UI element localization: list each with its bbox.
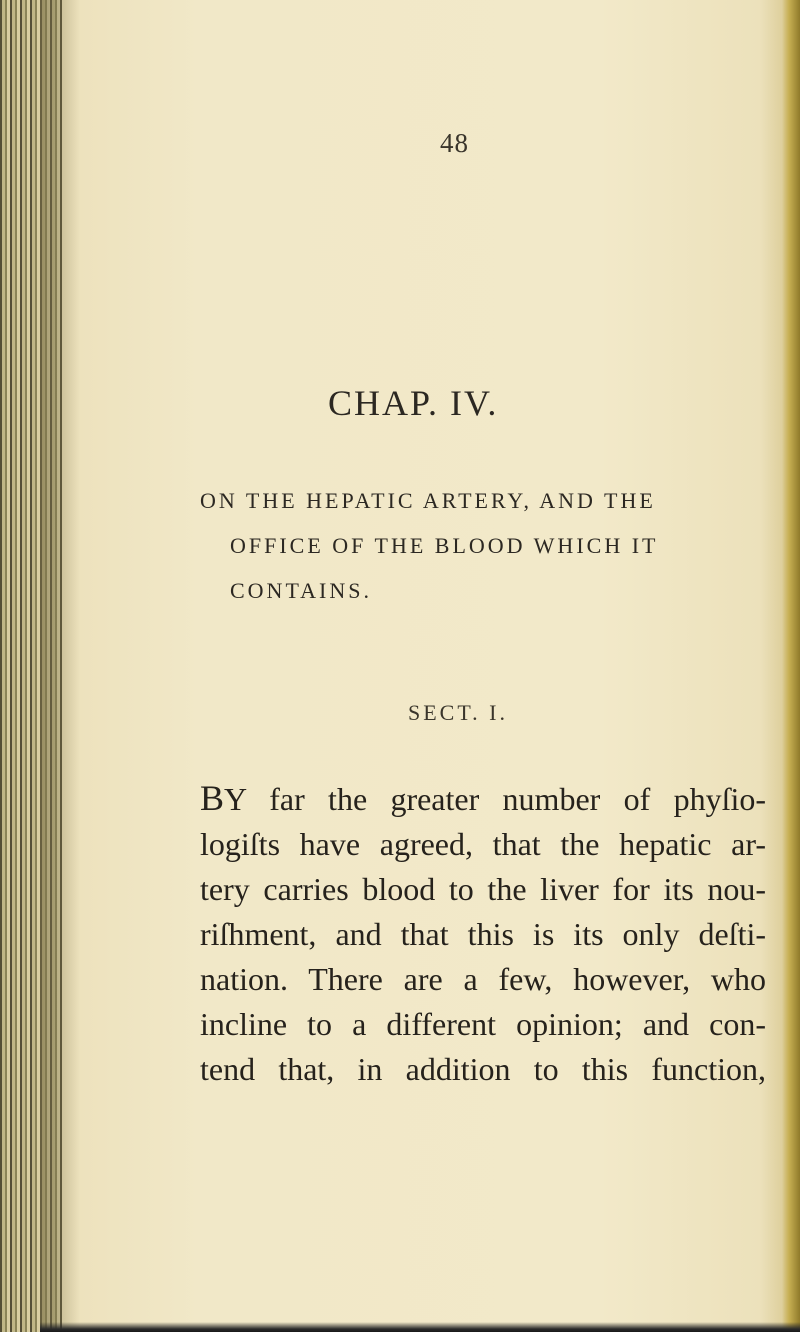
page-number: 48 [440,128,469,158]
body-line [200,776,766,822]
gutter-shadow [40,0,80,1332]
body-line: logiſts have agreed, that the hepatic ar- [200,826,766,862]
chapter-title: CHAP. IV. [328,383,499,423]
body-line: nation. There are a few, however, who [200,961,766,997]
body-line: riſhment, and that this is its only deſti- [200,916,766,952]
heading-line: CONTAINS. [230,578,372,603]
page-edge-bottom [40,1322,800,1332]
body-line: tery carries blood to the liver for its nou- [200,871,766,907]
heading-line: ON THE HEPATIC ARTERY, AND THE [200,488,656,513]
page-edge-right [782,0,800,1332]
section-title: SECT. I. [408,700,508,725]
body-line: incline to a different opinion; and con- [200,1006,766,1042]
body-paragraph [200,776,775,1092]
body-line: tend that, in addition to this function, [200,1051,766,1087]
heading-line: OFFICE OF THE BLOOD WHICH IT [230,533,659,558]
drop-letter: B [200,778,225,818]
first-line-text: Y far the greater number of phyſio- [224,781,766,817]
